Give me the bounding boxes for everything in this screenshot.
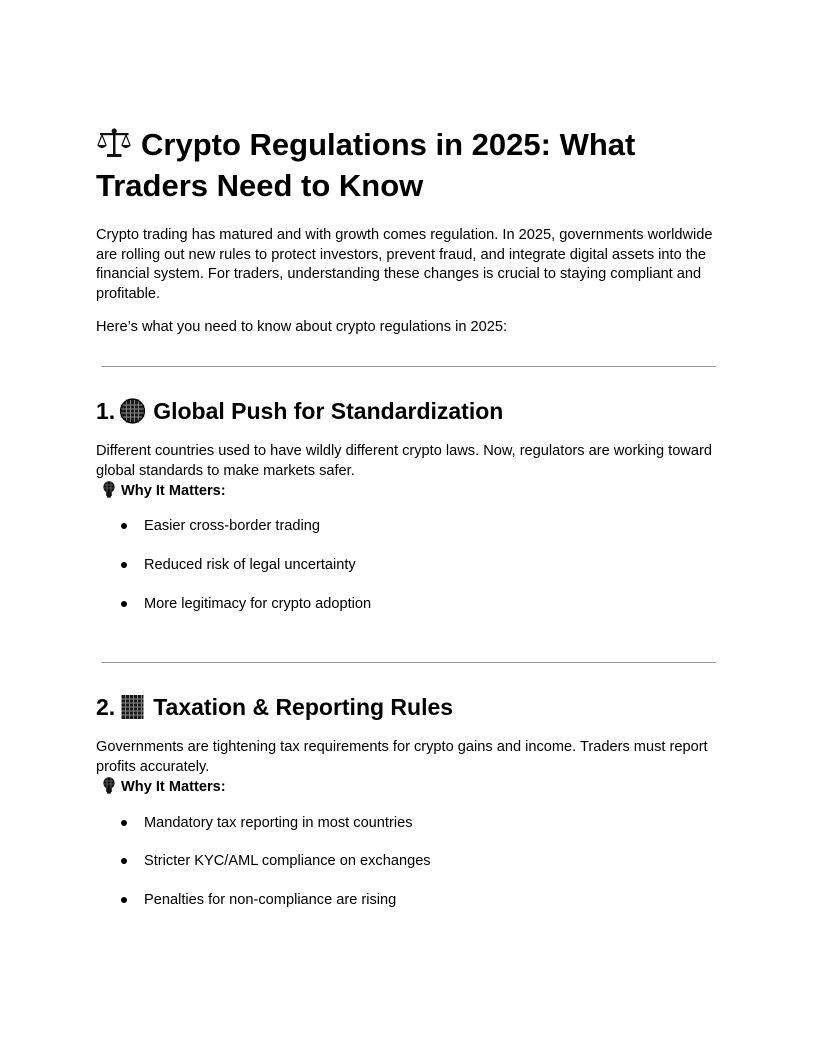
list-item-text: Reduced risk of legal uncertainty — [144, 557, 356, 573]
receipt-icon — [119, 694, 146, 720]
list-item-text: Mandatory tax reporting in most countries — [144, 815, 413, 831]
horizontal-rule — [101, 662, 716, 663]
section-heading-taxation-reporting — [96, 692, 453, 722]
document-title — [96, 124, 696, 206]
bullet-dot — [121, 820, 127, 826]
section-heading-text: Taxation & Reporting Rules — [153, 694, 454, 720]
intro-paragraph: Crypto trading has matured and with growth comes regulation. In 2025, governments worldwide are rolling out new rules to protect investors, prevent fraud, and integrate digital assets into the financial system. For traders, understanding these changes is crucial to staying compliant and profitable. — [96, 227, 713, 303]
list-item-text: Penalties for non-compliance are rising — [144, 892, 397, 908]
bullet-dot — [121, 897, 127, 903]
bullet-dot — [121, 601, 127, 607]
why-it-matters-text: Why It Matters: — [121, 779, 226, 795]
balance-scale-icon — [96, 128, 132, 158]
section-number: 1. — [96, 398, 116, 424]
lightbulb-icon — [102, 777, 116, 794]
horizontal-rule — [101, 366, 716, 367]
list-item-text: Stricter KYC/AML compliance on exchanges — [144, 853, 431, 869]
bullet-dot — [121, 562, 127, 568]
lightbulb-icon — [102, 481, 116, 498]
globe-icon — [119, 398, 146, 424]
why-it-matters-label — [102, 777, 226, 797]
list-item-text: Easier cross-border trading — [144, 518, 321, 534]
list-item-text: More legitimacy for crypto adoption — [144, 596, 372, 612]
section-heading-text: Global Push for Standardization — [153, 398, 504, 424]
bullet-dot — [121, 523, 127, 529]
bullet-dot — [121, 858, 127, 864]
section-body: Different countries used to have wildly different crypto laws. Now, regulators are working toward global standards to make markets safer. — [96, 443, 712, 479]
why-it-matters-label — [102, 481, 226, 501]
section-heading-global-standardization — [96, 396, 503, 426]
document-title-text: Crypto Regulations in 2025: What Traders Need to Know — [96, 127, 636, 203]
section-body: Governments are tightening tax requirements for crypto gains and income. Traders must report profits accurately. — [96, 739, 708, 775]
lead-paragraph: Here’s what you need to know about crypto regulations in 2025: — [96, 319, 508, 335]
why-it-matters-text: Why It Matters: — [121, 483, 226, 499]
section-number: 2. — [96, 694, 116, 720]
